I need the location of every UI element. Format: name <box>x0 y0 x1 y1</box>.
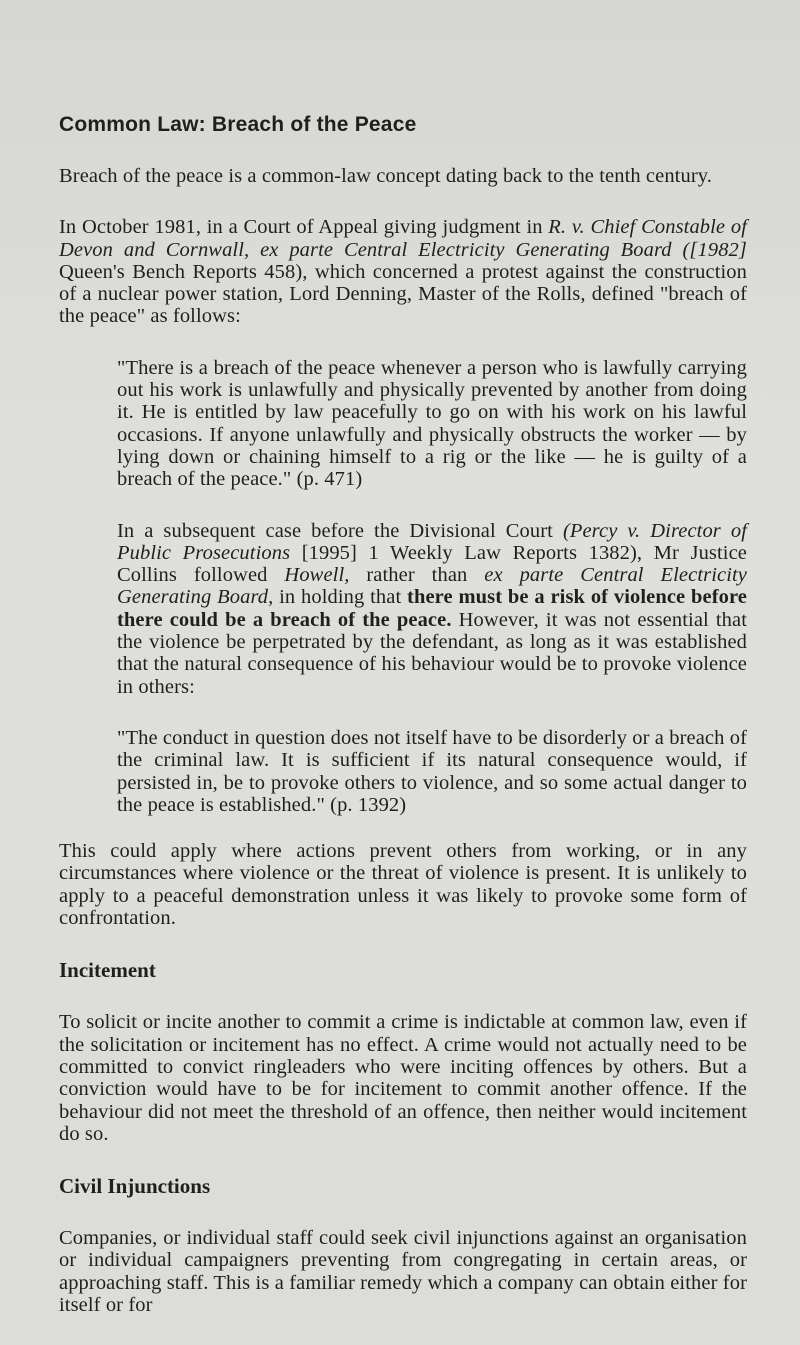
quotation-denning: "There is a breach of the peace whenever a person who is lawfully carrying out his work is unlawfully and physically prevented by another from doing it. He is entitled by law peacefully to go on with his work on his lawful occasions. If anyone unlawfully and physically obstructs the worker — by lying down or chaining himself to a rig or the like — he is guilty of a breach of the peace." (p. 471) <box>117 356 747 491</box>
case-citation: ex parte Central Electricity Generating Board, <box>117 564 747 609</box>
case-citation: (Percy v. Director of Public Prosecutions <box>117 519 748 564</box>
section-heading-civil-injunctions: Civil Injunctions <box>59 1174 211 1199</box>
paragraph-percy-case <box>117 520 747 698</box>
emphasis-text: there must be a risk of violence before there could be a breach of the peace. <box>117 586 748 631</box>
paragraph-denning-definition <box>59 216 747 327</box>
paragraph-incitement: To solicit or incite another to commit a crime is indictable at common law, even if the solicitation or incitement has no effect. A crime would not actually need to be committed to convict ringleaders who were inciting offences by others. But a conviction would have to be for incitement to commit another offence. If the behaviour did not meet the threshold of an offence, then neither would incitement do so. <box>59 1011 747 1145</box>
paragraph-civil-injunctions: Companies, or individual staff could seek civil injunctions against an organisation or individual campaigners preventing from congregating in certain areas, or approaching staff. This is a familiar remedy which a company can obtain either for itself or for <box>59 1227 747 1316</box>
section-heading-incitement: Incitement <box>59 958 156 983</box>
text-run: In a subsequent case before the Divisional Court <box>117 519 563 542</box>
text-run: [1995] 1 Weekly Law Reports 1382), Mr Justice Collins followed <box>117 541 747 587</box>
document-body <box>59 113 747 1345</box>
text-run: However, it was not essential that the violence be perpetrated by the defendant, as long as it was established that the natural consequence of his behaviour would be to provoke violence in others: <box>117 608 748 698</box>
text-run: rather than <box>349 564 485 587</box>
case-citation: R. v. Chief Constable of Devon and Cornwall, ex parte Central Electricity Generating Board ([1982] <box>59 216 747 261</box>
case-citation: Howell, <box>284 564 350 587</box>
text-run: In October 1981, in a Court of Appeal giving judgment in <box>59 216 549 239</box>
intro-paragraph: Breach of the peace is a common-law concept dating back to the tenth century. <box>59 165 712 187</box>
text-run: Queen's Bench Reports 458), which concerned a protest against the construction of a nuclear power station, Lord Denning, Master of the Rolls, defined "breach of the peace" as follows: <box>59 260 747 328</box>
text-run: in holding that <box>273 586 408 609</box>
quotation-collins: "The conduct in question does not itself have to be disorderly or a breach of the criminal law. It is sufficient if its natural consequence would, if persisted in, be to provoke others to violence, and so some actual danger to the peace is established." (p. 1392) <box>117 726 747 816</box>
paragraph-application: This could apply where actions prevent others from working, or in any circumstances where violence or the threat of violence is present. It is unlikely to apply to a peaceful demonstration unless it was likely to provoke some form of confrontation. <box>59 840 747 930</box>
section-heading-breach-of-peace: Common Law: Breach of the Peace <box>59 113 417 136</box>
